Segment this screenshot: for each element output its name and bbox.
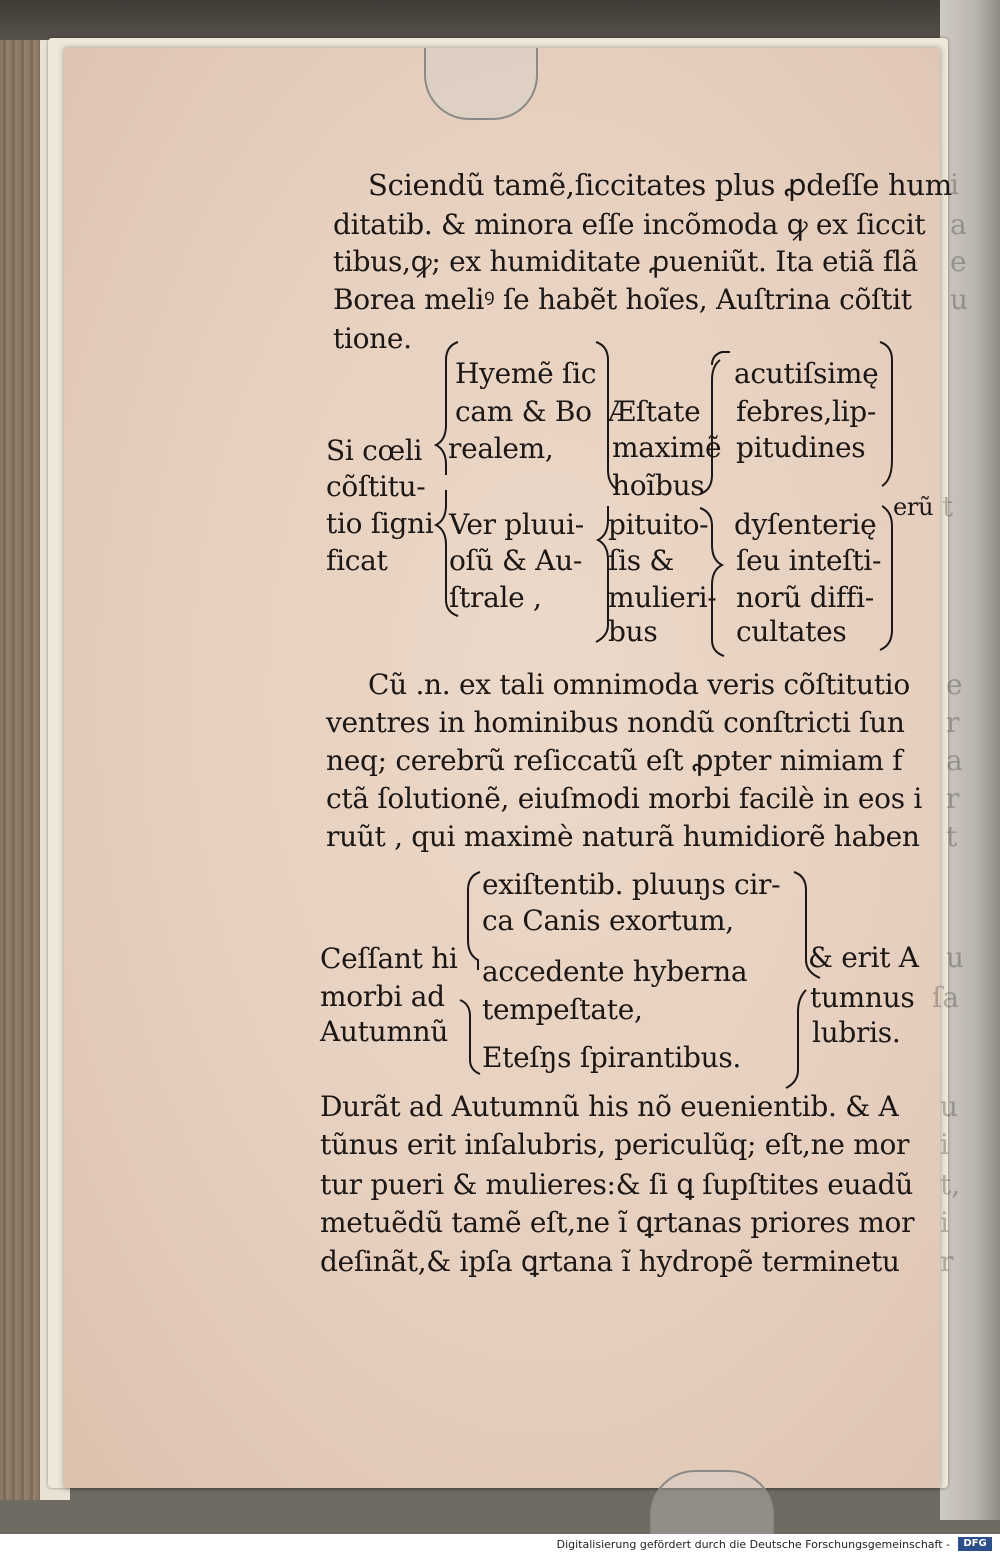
table-cell: dyſenterię xyxy=(734,508,877,541)
table-cell: hoĩbus xyxy=(612,469,705,502)
text-line: ctã ſolutionẽ, eiuſmodi morbi facilè in eos i xyxy=(326,782,923,815)
table-cell: cultates xyxy=(736,615,847,648)
text-line: Durãt ad Autumnũ his nõ euenientib. & A xyxy=(320,1090,899,1123)
table-cell: exiſtentib. pluuŋs cir- xyxy=(482,868,781,901)
footer-credit: Digitalisierung gefördert durch die Deutsche Forschungsgemeinschaft - xyxy=(556,1538,950,1551)
table-cell: ca Canis exortum, xyxy=(482,904,734,937)
table-cell: maximẽ xyxy=(612,431,722,464)
table-cell: ſtrale , xyxy=(449,581,542,614)
text-line: Cũ .n. ex tali omnimoda veris cõſtitutio xyxy=(368,668,910,701)
table-cell: oſũ & Au- xyxy=(449,544,582,577)
table-cell: tumnus xyxy=(810,981,915,1014)
margin-ghost: t xyxy=(946,820,958,853)
table-cell: tempeſtate, xyxy=(482,993,643,1026)
margin-ghost: i xyxy=(940,1128,949,1161)
table-cell: lubris. xyxy=(812,1016,901,1049)
margin-ghost: t, xyxy=(940,1168,961,1201)
text-line: ruũt , qui maximè naturã humidiorẽ haben xyxy=(326,820,920,853)
margin-ghost: a xyxy=(946,744,963,777)
table-cell: Si cœli xyxy=(326,434,423,467)
margin-ghost: r xyxy=(946,706,960,739)
text-line: metuẽdũ tamẽ eſt,ne ĩ ꝗrtanas priores mor xyxy=(320,1206,915,1239)
table-cell: cõſtitu- xyxy=(326,470,426,503)
table-cell: Hyemẽ ſic xyxy=(455,357,597,390)
table-cell: Eteſŋs ſpirantibus. xyxy=(482,1041,742,1074)
margin-ghost: u xyxy=(950,283,969,316)
margin-ghost: a xyxy=(950,208,967,241)
text-line: tũnus erit inſalubris, periculũq; eſt,ne mor xyxy=(320,1128,910,1161)
table-cell: erũ xyxy=(893,493,934,521)
table-cell: pitudines xyxy=(736,431,866,464)
table-cell: Ceſſant hi xyxy=(320,942,458,975)
text-line: tibus,ꝙ; ex humiditate ꝓueniũt. Ita etiã flã xyxy=(333,245,918,278)
table-cell: Autumnũ xyxy=(320,1015,449,1048)
table-cell: acutiſsimę xyxy=(734,357,879,390)
margin-ghost: e xyxy=(950,245,967,278)
text-line: tione. xyxy=(333,322,412,355)
margin-ghost: u xyxy=(946,941,965,974)
margin-ghost: r xyxy=(946,782,960,815)
table-cell: Ver pluui- xyxy=(449,508,584,541)
margin-ghost: i xyxy=(950,168,959,201)
margin-ghost: e xyxy=(946,668,963,701)
margin-ghost: i xyxy=(940,1206,949,1239)
table-cell: mulieri- xyxy=(608,581,717,614)
dfg-logo: DFG xyxy=(958,1537,992,1551)
table-cell: realem, xyxy=(448,432,554,465)
table-cell: tio ſigni xyxy=(326,507,434,540)
margin-ghost: u xyxy=(940,1090,959,1123)
table-cell: ſis & xyxy=(608,544,675,577)
table-cell: morbi ad xyxy=(320,980,445,1013)
text-line: tur pueri & mulieres:& ſi ꝗ ſupſtites euadũ xyxy=(320,1168,914,1201)
text-line: ventres in hominibus nondũ conſtricti ſun xyxy=(326,706,905,739)
table-cell: cam & Bo xyxy=(455,395,592,428)
page-clip-top xyxy=(424,48,538,120)
table-cell: Æſtate xyxy=(608,395,701,428)
margin-ghost: r xyxy=(940,1245,954,1278)
table-cell: & erit A xyxy=(808,941,919,974)
margin-ghost: ſa xyxy=(932,981,960,1014)
table-cell: ficat xyxy=(326,544,388,577)
text-line: Sciendũ tamẽ,ſiccitates plus ꝓdeſſe hum xyxy=(368,168,952,202)
text-line: neq; cerebrũ reſiccatũ eſt ꝓpter nimiam f xyxy=(326,744,903,777)
text-line: ditatib. & minora eſſe incõmoda ꝙ ex ſiccit xyxy=(333,208,926,241)
table-cell: pituito- xyxy=(608,508,709,541)
table-cell: febres,lip- xyxy=(736,395,877,428)
text-line: Borea meliꝰ ſe habẽt hoĩes, Auſtrina cõſtit xyxy=(333,283,912,316)
table-cell: norũ diffi- xyxy=(736,581,874,614)
table-cell: ſeu inteſti- xyxy=(736,544,882,577)
text-line: deſinãt,& ipſa ꝗrtana ĩ hydropẽ terminetu xyxy=(320,1245,900,1278)
margin-ghost: t xyxy=(942,490,954,523)
table-cell: bus xyxy=(608,615,658,648)
table-cell: accedente hyberna xyxy=(482,955,748,988)
